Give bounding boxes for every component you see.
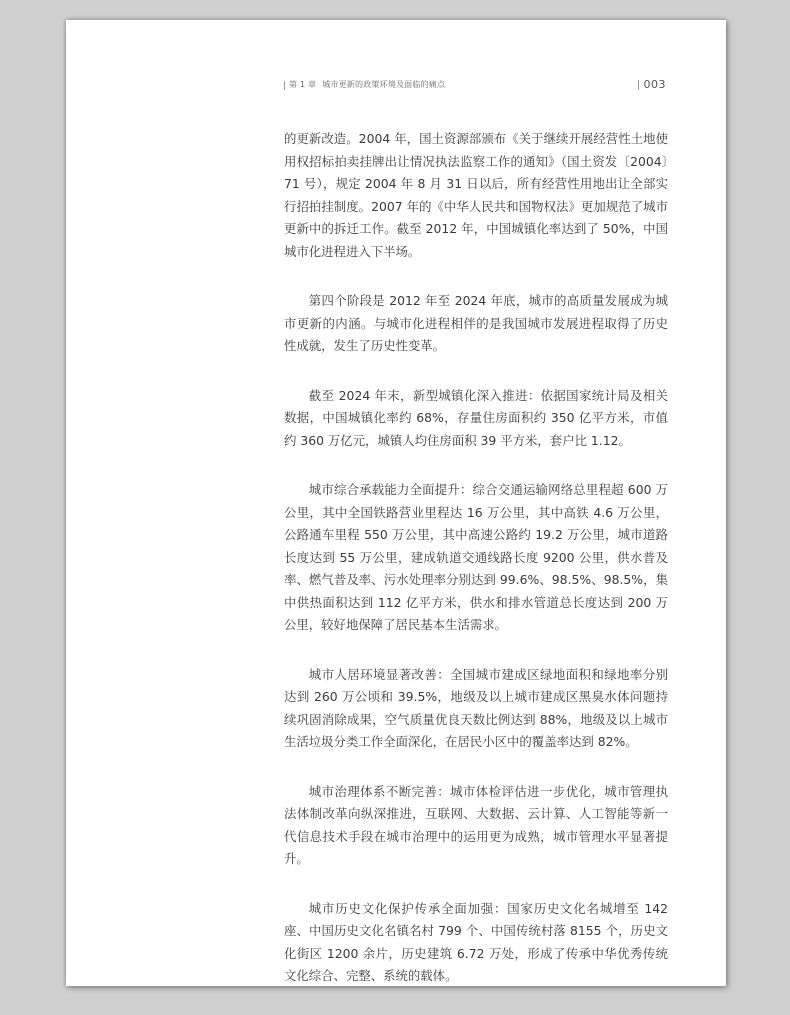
header-divider bbox=[284, 81, 285, 90]
page-number-divider bbox=[638, 80, 639, 90]
book-page bbox=[66, 20, 726, 986]
paragraph-living-environment: 城市人居环境显著改善：全国城市建成区绿地面积和绿地率分别达到 260 万公顷和 39.5%，地级及以上城市建成区黑臭水体问题持续巩固消除成果，空气质量优良天数比例达到 88%，地级及以上城市生活垃圾分类工作全面深化，在居民小区中的覆盖率达到 82%。 bbox=[284, 666, 668, 749]
page-number: 003 bbox=[643, 78, 666, 91]
paragraph-heritage: 城市历史文化保护传承全面加强：国家历史文化名城增至 142 座、中国历史文化名镇名村 799 个、中国传统村落 8155 个，历史文化街区 1200 余片，历史建筑 6.72 万处，形成了传承中华优秀传统文化综合、完整、系统的载体。 bbox=[284, 900, 668, 983]
paragraph-fourth-stage: 第四个阶段是 2012 年至 2024 年底，城市的高质量发展成为城市更新的内涵。与城市化进程相伴的是我国城市发展进程取得了历史性成就，发生了历史性变革。 bbox=[284, 293, 668, 353]
paragraph-governance: 城市治理体系不断完善：城市体检评估进一步优化，城市管理执法体制改革向纵深推进，互联网、大数据、云计算、人工智能等新一代信息技术手段在城市治理中的运用更为成熟，城市管理水平显著提升。 bbox=[284, 783, 668, 866]
page-number-block bbox=[638, 78, 667, 92]
chapter-title: 城市更新的政策环境及面临的痛点 bbox=[322, 80, 446, 89]
running-header bbox=[284, 78, 666, 92]
body-text bbox=[284, 128, 668, 1015]
paragraph-urbanization-2024: 截至 2024 年末，新型城镇化深入推进：依据国家统计局及相关数据，中国城镇化率约 68%，存量住房面积约 350 亿平方米，市值约 360 万亿元，城镇人均住房面积 39 平方米，套户比 1.12。 bbox=[284, 387, 668, 448]
paragraph-carrying-capacity: 城市综合承载能力全面提升：综合交通运输网络总里程超 600 万公里，其中全国铁路营业里程达 16 万公里，其中高铁 4.6 万公里，公路通车里程 550 万公里，其中高速公路约 19.2 万公里，城市道路长度达到 55 万公里，建成轨道交通线路长度 9200 公里，供水普及率、燃气普及率、污水处理率分别达到 99.6%、98.5%、98.5%，集中供热面积达到 112 亿平方米，供水和排水管道总长度达到 200 万公里，较好地保障了居民基本生活需求。 bbox=[284, 482, 668, 632]
chapter-label: 第 1 章 bbox=[289, 80, 317, 89]
paragraph-continued: 的更新改造。2004 年，国土资源部颁布《关于继续开展经营性土地使用权招标拍卖挂牌出让情况执法监察工作的通知》（国土资发〔2004〕71 号），规定 2004 年 8 月 31 日以后，所有经营性用地出让全部实行招拍挂制度。2007 年的《中华人民共和国物权法》更加规范了城市更新中的拆迁工作。截至 2012 年，中国城镇化率达到了 50%，中国城市化进程进入下半场。 bbox=[284, 131, 668, 259]
